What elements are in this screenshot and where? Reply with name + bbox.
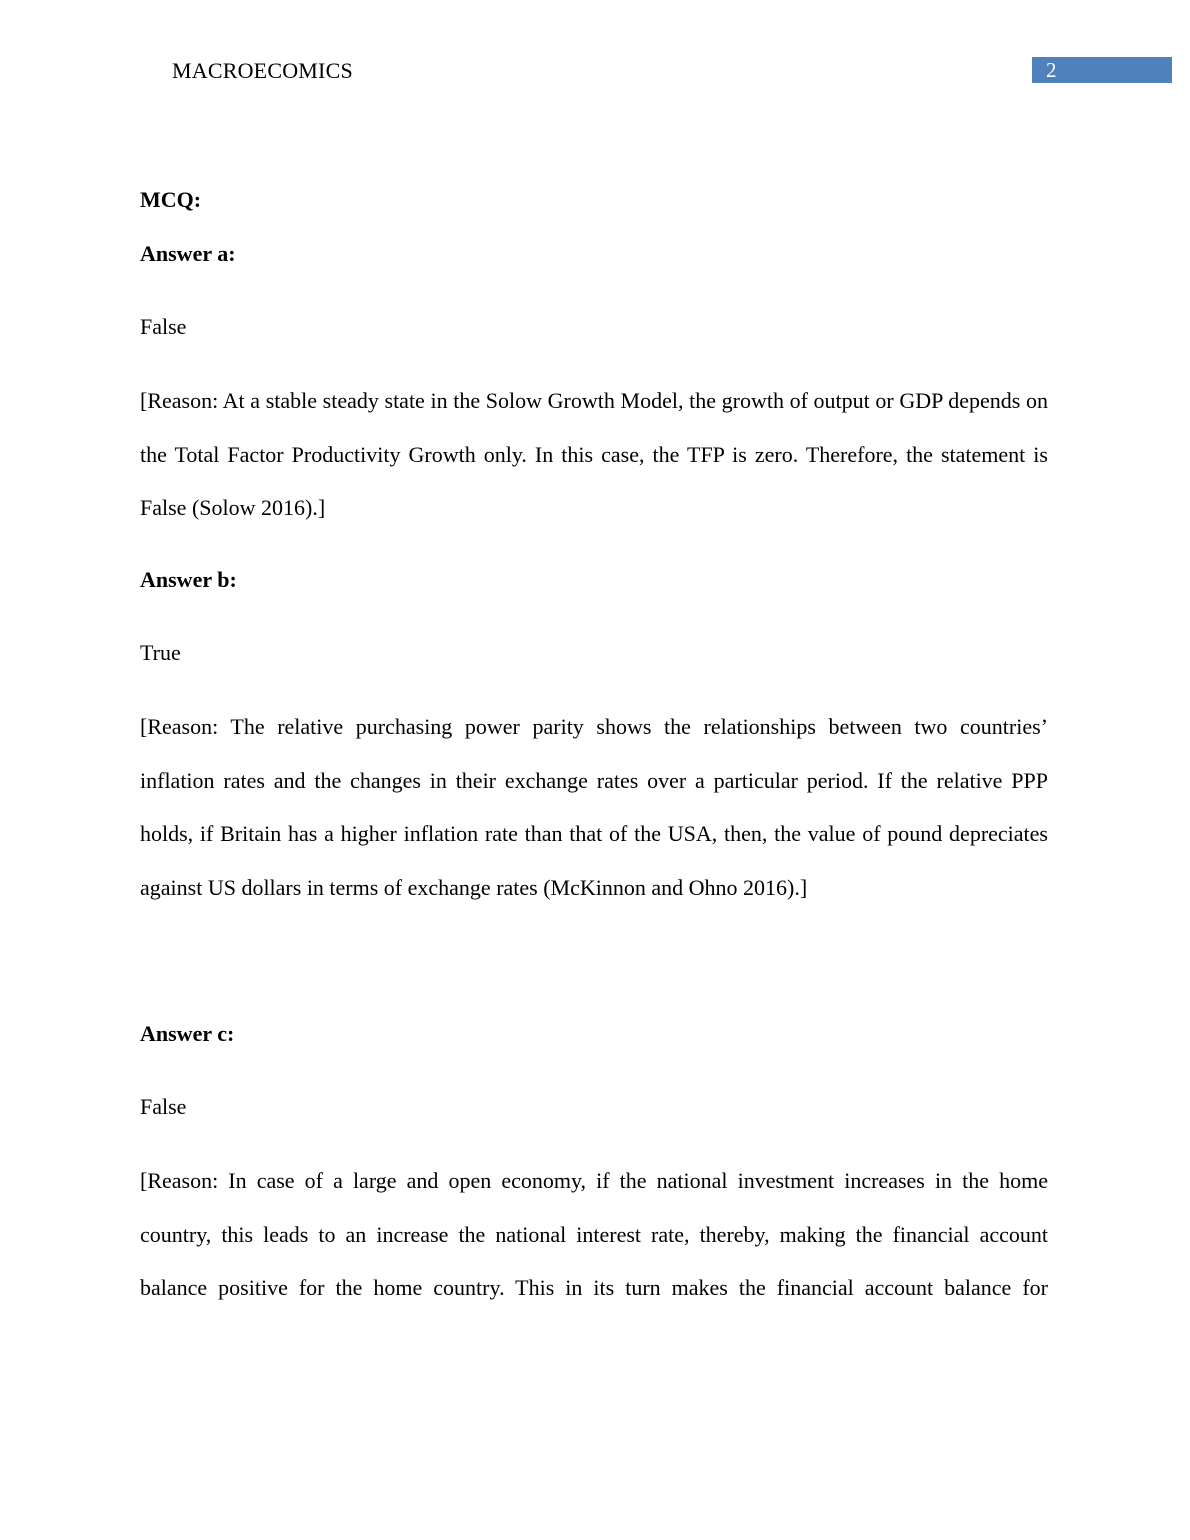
answer-b-reason: [Reason: The relative purchasing power parity shows the relationships between two countries’ inflation rates and the changes in their exchange rates over a particular period. If the relative PPP holds, if Britain has a higher inflation rate than that of the USA, then, the value of pound depreciates against US dollars in terms of exchange rates (McKinnon and Ohno 2016).] xyxy=(140,714,1048,900)
answer-a-verdict: False xyxy=(140,314,187,339)
running-head: MACROECOMICS xyxy=(172,58,353,83)
answer-b-verdict: True xyxy=(140,640,181,665)
answer-c-verdict: False xyxy=(140,1094,187,1119)
answer-c-heading: Answer c: xyxy=(140,1021,235,1046)
page-number: 2 xyxy=(1046,58,1057,82)
answer-c-reason: [Reason: In case of a large and open economy, if the national investment increases in the home country, this leads to an increase the national interest rate, thereby, making the financial account balance positive for the home country. This in its turn makes the financial account balance for xyxy=(140,1168,1048,1300)
answer-a-reason: [Reason: At a stable steady state in the Solow Growth Model, the growth of output or GDP depends on the Total Factor Productivity Growth only. In this case, the TFP is zero. Therefore, the statement is False (Solow 2016).] xyxy=(140,388,1048,520)
page-number-badge xyxy=(1032,57,1172,83)
answer-a-heading: Answer a: xyxy=(140,241,236,266)
answer-b-heading: Answer b: xyxy=(140,567,237,592)
section-heading-mcq: MCQ: xyxy=(140,187,202,212)
